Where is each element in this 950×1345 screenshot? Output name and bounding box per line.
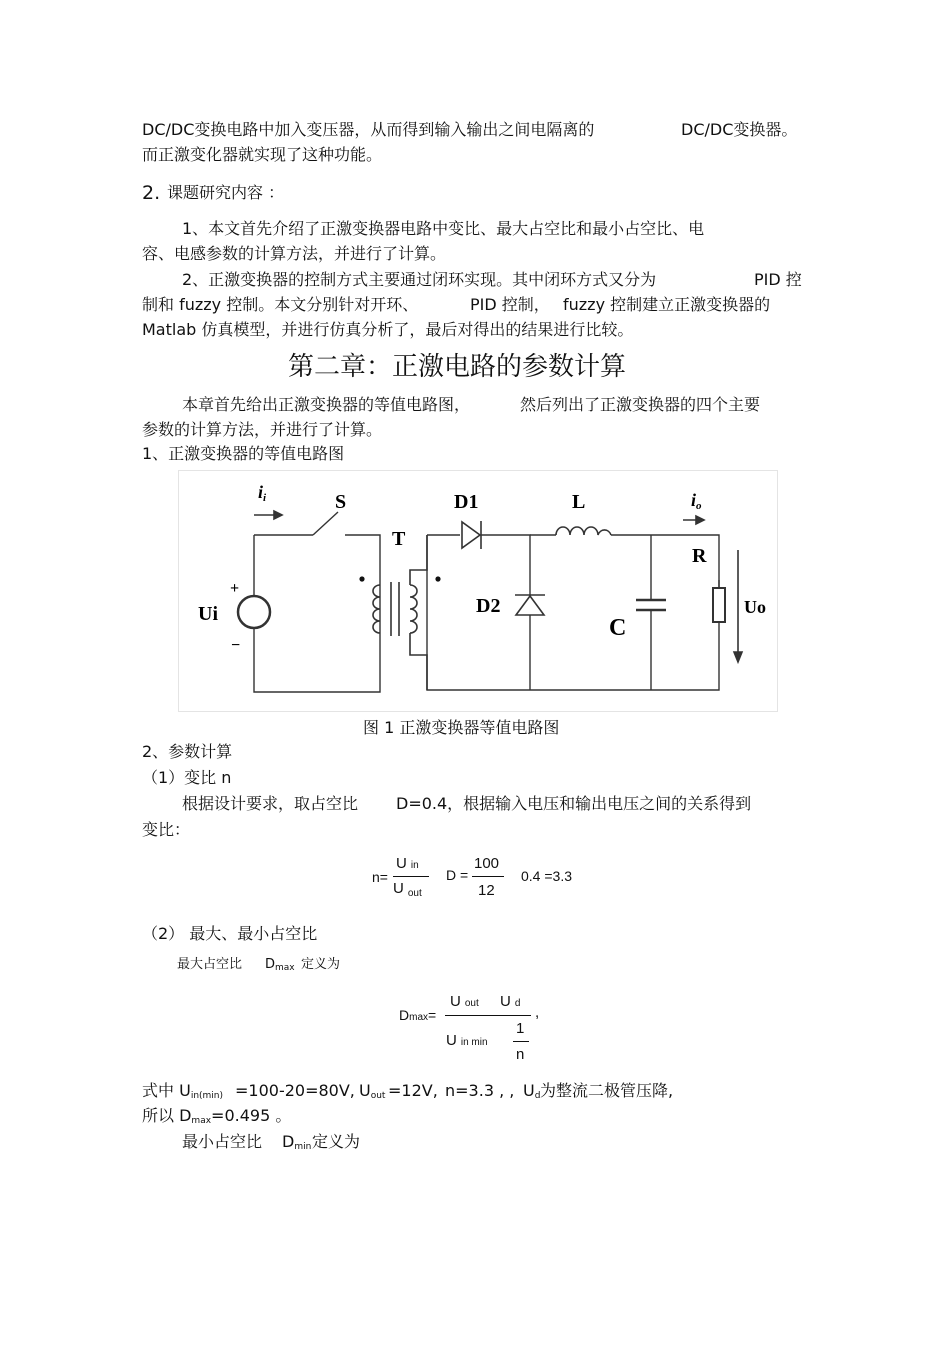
label-T: T: [392, 528, 406, 550]
label-D1: D1: [454, 491, 479, 513]
params-sub-duty: （2） 最大、最小占空比: [142, 924, 318, 943]
label-ii: ii: [258, 482, 267, 504]
eq2-num-b: Ud: [500, 993, 521, 1010]
item2-line2a: 制和 fuzzy 控制。本文分别针对开环、: [142, 295, 419, 314]
dmax-def-b: $D_{max}$: [265, 957, 295, 973]
label-Uo: Uo: [744, 597, 766, 617]
resistor-r: [713, 588, 725, 622]
where-a: 式中 $U_{in(min)}$: [142, 1081, 224, 1101]
dot-secondary: [435, 576, 440, 581]
capacitor-c: [636, 600, 666, 610]
item2-line1a: 2、正激变换器的控制方式主要通过闭环实现。其中闭环方式又分为: [182, 270, 657, 289]
eq2-fraction-bar: [445, 1015, 531, 1016]
where-b: =100-20=80V,: [235, 1081, 355, 1100]
eq1-num2: 100: [474, 855, 500, 872]
params-sub-n: （1）变比 n: [142, 768, 232, 787]
dmin-b: $D_{min}$: [282, 1132, 312, 1152]
eq1-rest: 0.4 =3.3: [521, 868, 572, 884]
dmin-a: 最小占空比: [182, 1132, 263, 1151]
section-heading: 课题研究内容 ：: [167, 183, 285, 202]
chapter-title: 第二章：正激电路的参数计算: [288, 352, 627, 382]
eq1-den2: 12: [478, 882, 495, 899]
eq1-den: U $_{out}$: [393, 880, 422, 899]
dmax-def-c: 定义为: [301, 957, 341, 972]
chapter-intro-line1a: 本章首先给出正激变换器的等值电路图，: [182, 395, 471, 414]
label-L: L: [572, 491, 586, 513]
eq2-lhs: Dmax=: [399, 1007, 437, 1023]
item2-line1b: PID 控: [754, 270, 802, 289]
dot-primary: [359, 576, 364, 581]
eq1-num: Uin: [396, 855, 419, 872]
subsection-circuit: 1、正激变换器的等值电路图: [142, 444, 345, 463]
diode-d2: [515, 595, 545, 615]
eq1-D: D =: [446, 867, 469, 883]
label-S: S: [335, 491, 347, 513]
chapter-intro-line2: 参数的计算方法，并进行了计算。: [142, 420, 383, 439]
req-line2: 变比：: [142, 820, 191, 839]
inductor-l: [556, 527, 611, 535]
label-plus: +: [230, 580, 240, 597]
intro-line2: 而正激变化器就实现了这种功能。: [142, 145, 383, 164]
dmin-c: 定义为: [312, 1132, 361, 1151]
so-line: 所以 $D_{max}=0.495$ 。: [142, 1106, 292, 1126]
eq1-fraction-bar2: [472, 876, 504, 877]
item2-line2c: fuzzy 控制建立正激变换器的: [563, 295, 771, 314]
item1-line1: 1、本文首先介绍了正激变换器电路中变比、最大占空比和最小占空比、电: [182, 219, 705, 238]
eq2-inner-den: n: [516, 1046, 525, 1063]
diode-d1: [462, 521, 481, 549]
label-D2: D2: [476, 595, 501, 617]
item1-line2: 容、电感参数的计算方法，并进行了计算。: [142, 244, 447, 263]
where-d: =12V,: [388, 1081, 438, 1100]
source-symbol: [238, 596, 270, 628]
req-line1b: D=0.4，根据输入电压和输出电压之间的关系得到: [396, 794, 752, 813]
label-R: R: [692, 545, 707, 567]
eq1-lhs: n=: [372, 869, 388, 885]
forward-converter-circuit: [178, 470, 778, 712]
where-e: n=3.3 , ,: [445, 1081, 515, 1100]
where-c: $U_{out}$: [359, 1081, 386, 1101]
label-C: C: [609, 615, 627, 641]
eq2-inner-num: 1: [516, 1020, 525, 1037]
eq1-fraction-bar: [393, 876, 429, 877]
intro-line1b: DC/DC变换器。: [681, 120, 798, 139]
eq2-inner-bar: [513, 1041, 529, 1042]
eq2-num-a: Uout: [450, 993, 479, 1010]
where-g: 为整流二极管压降,: [540, 1081, 674, 1100]
params-heading: 2、参数计算: [142, 742, 233, 761]
section-number: 2.: [142, 182, 161, 204]
figure-caption: 图 1 正激变换器等值电路图: [363, 718, 560, 737]
eq2-comma: ,: [535, 1004, 540, 1021]
eq2-den-a: Uin min: [446, 1032, 488, 1049]
item2-line2b: PID 控制，: [470, 295, 550, 314]
label-Ui: Ui: [198, 603, 218, 625]
intro-line1a: DC/DC变换电路中加入变压器，从而得到输入输出之间电隔离的: [142, 120, 595, 139]
label-minus: −: [231, 637, 241, 654]
dmax-def-a: 最大占空比: [177, 957, 243, 972]
req-line1a: 根据设计要求，取占空比: [182, 794, 359, 813]
where-f: $U_d$: [523, 1081, 541, 1101]
label-io: io: [691, 490, 702, 512]
transformer-coils: [373, 535, 427, 690]
chapter-intro-line1b: 然后列出了正激变换器的四个主要: [520, 395, 761, 414]
item2-line3: Matlab 仿真模型，并进行仿真分析了，最后对得出的结果进行比较。: [142, 320, 634, 339]
